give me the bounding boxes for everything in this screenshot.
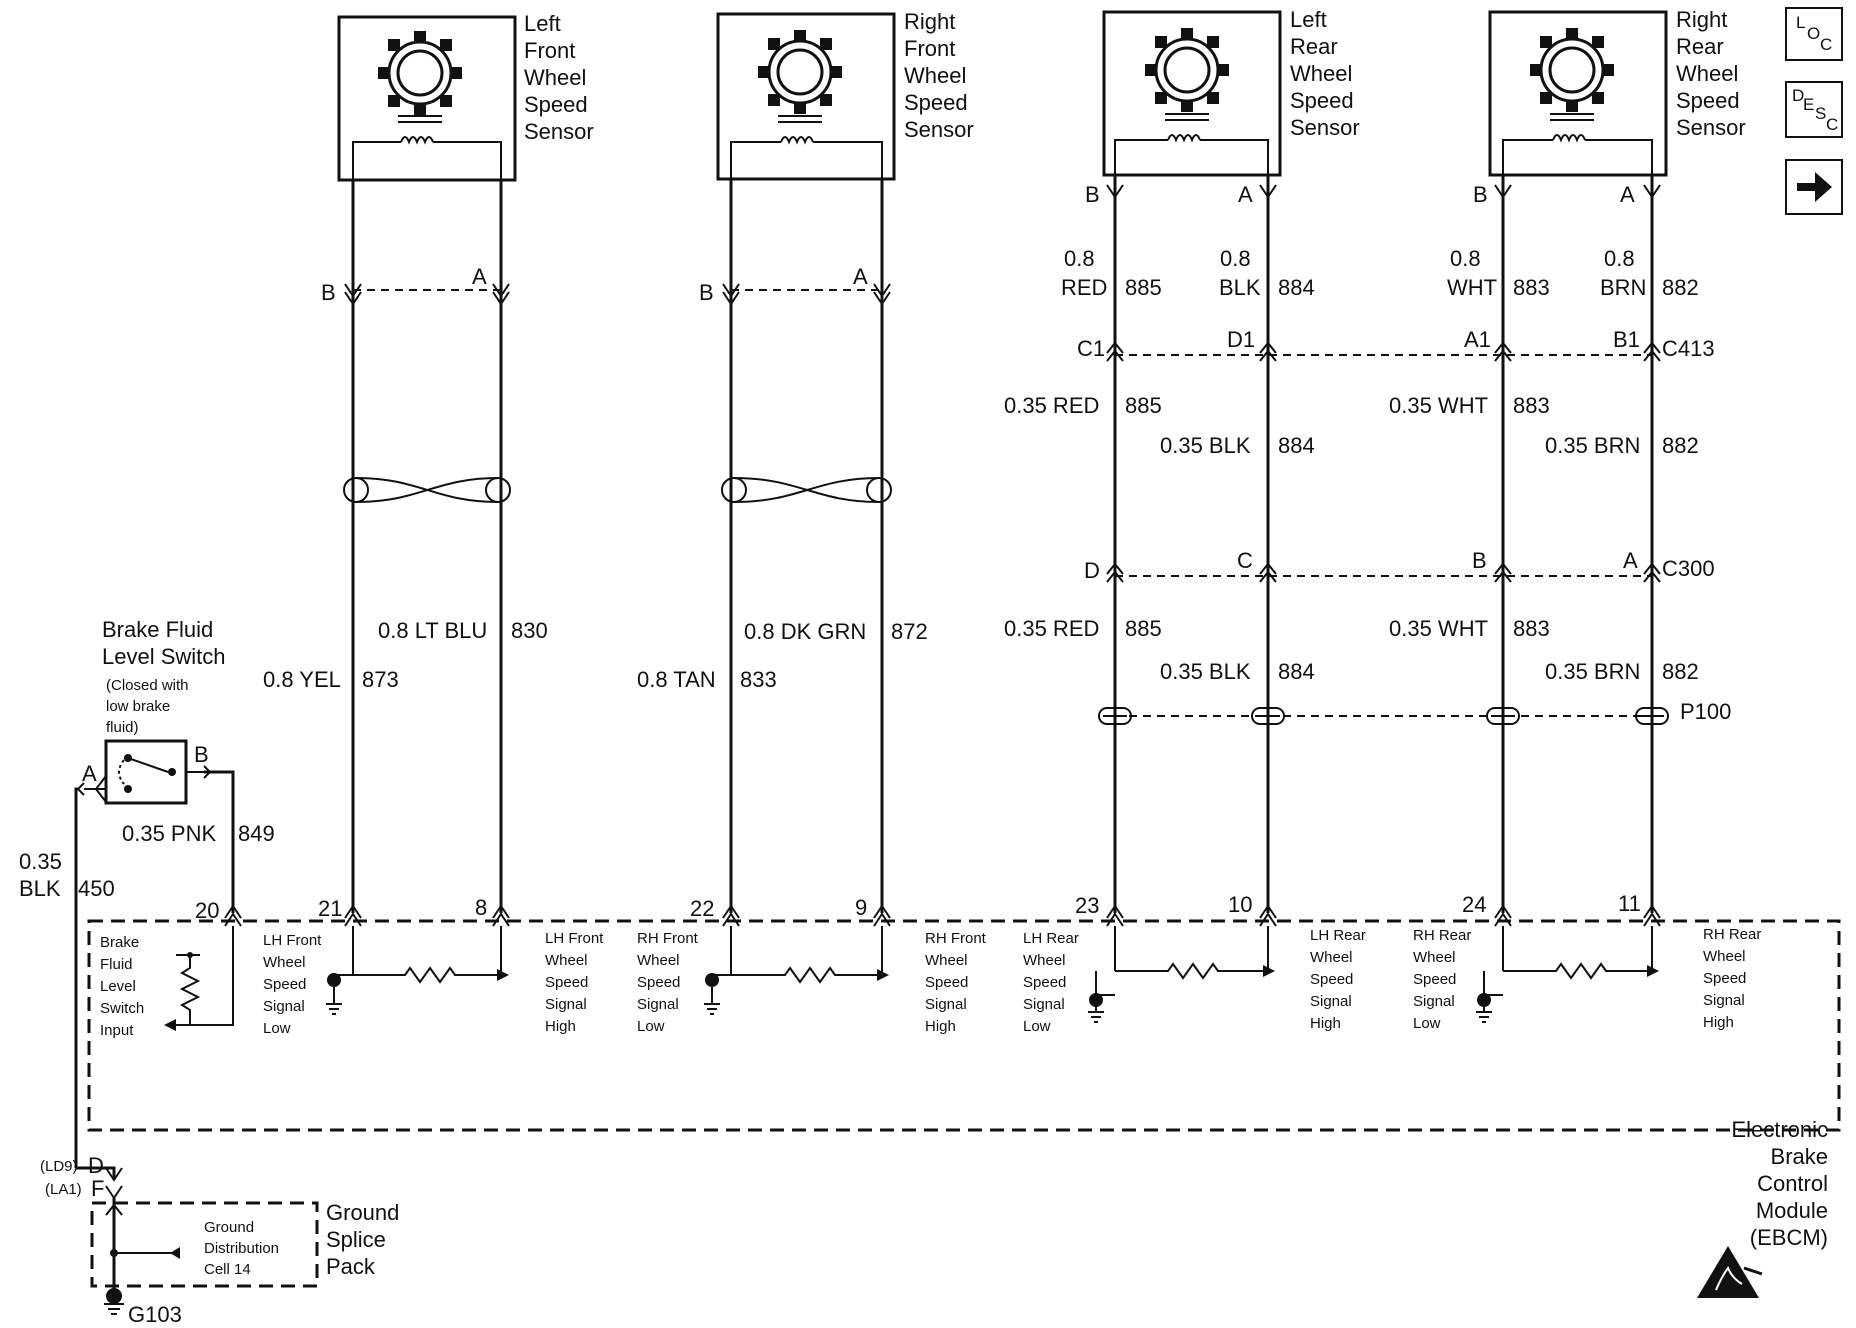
ebcm-name-5: (EBCM) — [1749, 1225, 1828, 1250]
c413-pin-3: A1 — [1464, 327, 1491, 352]
input-brake-3: Level — [100, 978, 136, 995]
ground-pin-f-variant: (LA1) — [45, 1181, 82, 1198]
ebcm-pin-10: 10 — [1228, 892, 1253, 917]
rear-wire-2-mid-circuit: 884 — [1278, 433, 1315, 458]
brake-fluid-switch — [78, 741, 210, 803]
ebcm-pin-23: 23 — [1075, 893, 1100, 918]
input-rr-low-2: Wheel — [1413, 949, 1456, 966]
input-lf-high-2: Wheel — [545, 952, 588, 969]
ground-splice-name-3: Pack — [326, 1254, 375, 1279]
input-lr-high-4: Signal — [1310, 993, 1352, 1010]
input-rr-high-4: Signal — [1703, 992, 1745, 1009]
rf-sensor-name-5: Sensor — [904, 117, 974, 142]
lf-sensor — [339, 11, 594, 180]
ebcm-pin-20: 20 — [195, 898, 220, 923]
next-arrow-icon[interactable] — [1786, 160, 1842, 214]
input-lr-low-3: Speed — [1023, 974, 1067, 991]
input-lr-high-3: Speed — [1310, 971, 1354, 988]
input-rf-low-3: Speed — [637, 974, 681, 991]
input-brake-4: Switch — [100, 1000, 145, 1017]
ebcm-name-2: Brake — [1770, 1144, 1828, 1169]
rear-wire-4-gauge: 0.8 — [1604, 246, 1635, 271]
input-lr-low-4: Signal — [1023, 996, 1065, 1013]
ebcm-pin-chevrons — [225, 906, 1660, 926]
rf-high-wire-circuit: 872 — [891, 619, 928, 644]
lf-sensor-name-3: Wheel — [524, 65, 587, 90]
rf-sensor-name-1: Right — [904, 9, 956, 34]
brake-switch-note-3: fluid) — [106, 719, 139, 736]
input-rr-high-3: Speed — [1703, 970, 1747, 987]
lr-pin-b: B — [1085, 182, 1100, 207]
lf-sensor-name-4: Speed — [524, 92, 588, 117]
lr-sensor-name-3: Wheel — [1290, 61, 1353, 86]
brake-switch-note-2: low brake — [106, 698, 171, 715]
brake-switch-title-1: Brake Fluid — [102, 617, 214, 642]
ebcm-name-4: Module — [1755, 1198, 1828, 1223]
rr-sensor-name-5: Sensor — [1676, 115, 1746, 140]
lf-pin-a: A — [472, 264, 487, 289]
input-lr-high-1: LH Rear — [1310, 927, 1366, 944]
ebcm-pin-22: 22 — [690, 896, 715, 921]
input-rr-high-1: RH Rear — [1703, 926, 1762, 943]
input-lf-low-3: Speed — [263, 976, 307, 993]
input-rr-high-2: Wheel — [1703, 948, 1746, 965]
blk-wire-color: BLK — [19, 876, 61, 901]
input-lf-high-4: Signal — [545, 996, 587, 1013]
sensor-gear-icon — [1530, 28, 1614, 112]
rear-wire-3-mid-circuit: 883 — [1513, 393, 1550, 418]
ebcm-name-1: Electronic — [1731, 1117, 1828, 1142]
pnk-wire-circuit: 849 — [238, 821, 275, 846]
lr-pin-a: A — [1238, 182, 1253, 207]
input-rf-low-2: Wheel — [637, 952, 680, 969]
c413-pin-2: D1 — [1227, 327, 1256, 352]
input-rf-high-5: High — [925, 1018, 956, 1035]
rf-low-wire-color: 0.8 TAN — [637, 667, 716, 692]
input-lf-low-4: Signal — [263, 998, 305, 1015]
input-lf-low-5: Low — [263, 1020, 291, 1037]
input-lr-low-1: LH Rear — [1023, 930, 1079, 947]
rear-wire-1-mid: 0.35 RED — [1004, 393, 1100, 418]
esd-warning-icon — [1697, 1246, 1762, 1298]
input-rf-low-5: Low — [637, 1018, 665, 1035]
rear-wire-4-low-circuit: 882 — [1662, 659, 1699, 684]
lf-sensor-name-5: Sensor — [524, 119, 594, 144]
ground-splice-name-2: Splice — [326, 1227, 386, 1252]
input-rf-low-1: RH Front — [637, 930, 698, 947]
input-rr-low-3: Speed — [1413, 971, 1457, 988]
rear-wire-3-color: WHT — [1447, 275, 1498, 300]
blk-wire-gauge: 0.35 — [19, 849, 62, 874]
input-rf-high-4: Signal — [925, 996, 967, 1013]
ebcm-name-3: Control — [1757, 1171, 1828, 1196]
rf-sensor-name-2: Front — [904, 36, 956, 61]
rear-wire-3-circuit: 883 — [1513, 275, 1550, 300]
ebcm-name — [1731, 1117, 1828, 1250]
loc-icon-o: O — [1807, 24, 1821, 43]
rf-low-wire-circuit: 833 — [740, 667, 777, 692]
rear-wire-2-low: 0.35 BLK — [1160, 659, 1251, 684]
c413-connector: C413 — [1662, 336, 1715, 361]
rear-wire-4-low: 0.35 BRN — [1545, 659, 1641, 684]
c300-pin-2: C — [1237, 548, 1253, 573]
input-rf-high-2: Wheel — [925, 952, 968, 969]
input-lf-low-2: Wheel — [263, 954, 306, 971]
rear-wire-1-color: RED — [1061, 275, 1108, 300]
c413-pin-4: B1 — [1613, 327, 1640, 352]
ebcm-pin-11: 11 — [1618, 891, 1641, 916]
desc-icon-s: S — [1815, 104, 1827, 123]
input-rf-high-1: RH Front — [925, 930, 986, 947]
input-rr-low-5: Low — [1413, 1015, 1441, 1032]
c300-pin-1: D — [1084, 558, 1100, 583]
input-lr-low-2: Wheel — [1023, 952, 1066, 969]
lr-sensor-name-5: Sensor — [1290, 115, 1360, 140]
brake-switch-pin-b: B — [194, 742, 209, 767]
rr-pin-a: A — [1620, 182, 1635, 207]
lr-sensor-name-1: Left — [1290, 7, 1327, 32]
rr-sensor-name-2: Rear — [1676, 34, 1724, 59]
rr-sensor-name-3: Wheel — [1676, 61, 1739, 86]
ebcm-pin-9: 9 — [855, 895, 868, 920]
p100-connector: P100 — [1680, 699, 1732, 724]
rf-pin-b: B — [699, 280, 714, 305]
rear-wire-4-circuit: 882 — [1662, 275, 1699, 300]
brake-switch-note-1: (Closed with — [106, 677, 189, 694]
rear-wire-4-mid-circuit: 882 — [1662, 433, 1699, 458]
sensor-gear-icon — [1145, 28, 1229, 112]
loc-icon-l: L — [1796, 13, 1806, 32]
input-brake-5: Input — [100, 1022, 134, 1039]
rf-sensor-name-3: Wheel — [904, 63, 967, 88]
ground-pin-d: D — [88, 1153, 104, 1178]
ground-pin-f: F — [91, 1176, 105, 1201]
input-rf-high-3: Speed — [925, 974, 969, 991]
rear-wire-3-low: 0.35 WHT — [1389, 616, 1489, 641]
lf-low-wire-circuit: 873 — [362, 667, 399, 692]
rf-high-wire-color: 0.8 DK GRN — [744, 619, 867, 644]
rf-pin-a: A — [853, 264, 868, 289]
rr-pin-b: B — [1473, 182, 1488, 207]
front-wiring — [344, 179, 891, 913]
desc-icon-d: D — [1792, 86, 1805, 105]
rear-wire-2-mid: 0.35 BLK — [1160, 433, 1251, 458]
input-lr-high-2: Wheel — [1310, 949, 1353, 966]
pnk-wire-color: 0.35 PNK — [122, 821, 217, 846]
rear-wire-3-mid: 0.35 WHT — [1389, 393, 1489, 418]
input-brake-2: Fluid — [100, 956, 133, 973]
rear-wire-1-gauge: 0.8 — [1064, 246, 1095, 271]
lf-low-wire-color: 0.8 YEL — [263, 667, 341, 692]
ebcm-input-labels — [100, 926, 1761, 1039]
rf-sensor-name-4: Speed — [904, 90, 968, 115]
blk-wire-circuit: 450 — [78, 876, 115, 901]
input-lr-low-5: Low — [1023, 1018, 1051, 1035]
input-lr-high-5: High — [1310, 1015, 1341, 1032]
c300-pin-4: A — [1623, 548, 1638, 573]
rr-sensor — [1490, 7, 1746, 175]
rr-sensor-name-1: Right — [1676, 7, 1728, 32]
desc-icon[interactable] — [1786, 82, 1842, 137]
input-lf-high-3: Speed — [545, 974, 589, 991]
ground-cell-1: Ground — [204, 1219, 255, 1236]
ebcm-pin-8: 8 — [475, 895, 488, 920]
desc-icon-c: C — [1826, 115, 1839, 134]
input-rr-low-4: Signal — [1413, 993, 1455, 1010]
input-rf-low-4: Signal — [637, 996, 679, 1013]
c300-connector: C300 — [1662, 556, 1715, 581]
rear-wire-2-gauge: 0.8 — [1220, 246, 1251, 271]
lf-high-wire-color: 0.8 LT BLU — [378, 618, 488, 643]
input-rr-high-5: High — [1703, 1014, 1734, 1031]
rear-wire-4-mid: 0.35 BRN — [1545, 433, 1641, 458]
rear-wire-1-low: 0.35 RED — [1004, 616, 1100, 641]
ebcm-pin-24: 24 — [1462, 892, 1487, 917]
lf-sensor-name-2: Front — [524, 38, 576, 63]
loc-icon-c: C — [1820, 35, 1833, 54]
ground-g103: G103 — [128, 1302, 182, 1327]
input-brake-1: Brake — [100, 934, 140, 951]
c413-pin-1: C1 — [1077, 336, 1106, 361]
rear-wire-1-circuit: 885 — [1125, 275, 1162, 300]
rear-wire-1-mid-circuit: 885 — [1125, 393, 1162, 418]
rear-wire-1-low-circuit: 885 — [1125, 616, 1162, 641]
rear-wire-3-low-circuit: 883 — [1513, 616, 1550, 641]
lf-sensor-name-1: Left — [524, 11, 561, 36]
ground-cell-2: Distribution — [204, 1240, 280, 1257]
brake-switch-pin-a: A — [82, 761, 97, 786]
rear-wire-3-gauge: 0.8 — [1450, 246, 1481, 271]
ebcm-brake-input-circuit — [164, 926, 233, 1031]
rr-sensor-name-4: Speed — [1676, 88, 1740, 113]
ground-splice-name-1: Ground — [326, 1200, 400, 1225]
input-lf-low-1: LH Front — [263, 932, 322, 949]
ebcm-pin-21: 21 — [318, 896, 343, 921]
input-lf-high-5: High — [545, 1018, 576, 1035]
ground-cell-3: Cell 14 — [204, 1261, 251, 1278]
loc-icon[interactable] — [1786, 8, 1842, 60]
c300-pin-3: B — [1472, 548, 1487, 573]
ground-pin-d-variant: (LD9) — [40, 1158, 78, 1175]
rear-wire-2-color: BLK — [1219, 275, 1261, 300]
rear-wiring — [1099, 175, 1668, 913]
lf-pin-b: B — [321, 280, 336, 305]
desc-icon-e: E — [1803, 95, 1815, 114]
lr-sensor-name-4: Speed — [1290, 88, 1354, 113]
sensor-gear-icon — [758, 30, 842, 114]
rear-wire-2-low-circuit: 884 — [1278, 659, 1315, 684]
input-lf-high-1: LH Front — [545, 930, 604, 947]
rf-sensor — [718, 9, 974, 179]
sensor-gear-icon — [378, 31, 462, 115]
input-rr-low-1: RH Rear — [1413, 927, 1472, 944]
rear-wire-4-color: BRN — [1600, 275, 1647, 300]
lf-high-wire-circuit: 830 — [511, 618, 548, 643]
lr-sensor — [1104, 7, 1360, 175]
rear-wire-2-circuit: 884 — [1278, 275, 1315, 300]
lr-sensor-name-2: Rear — [1290, 34, 1338, 59]
brake-switch-title-2: Level Switch — [102, 644, 226, 669]
